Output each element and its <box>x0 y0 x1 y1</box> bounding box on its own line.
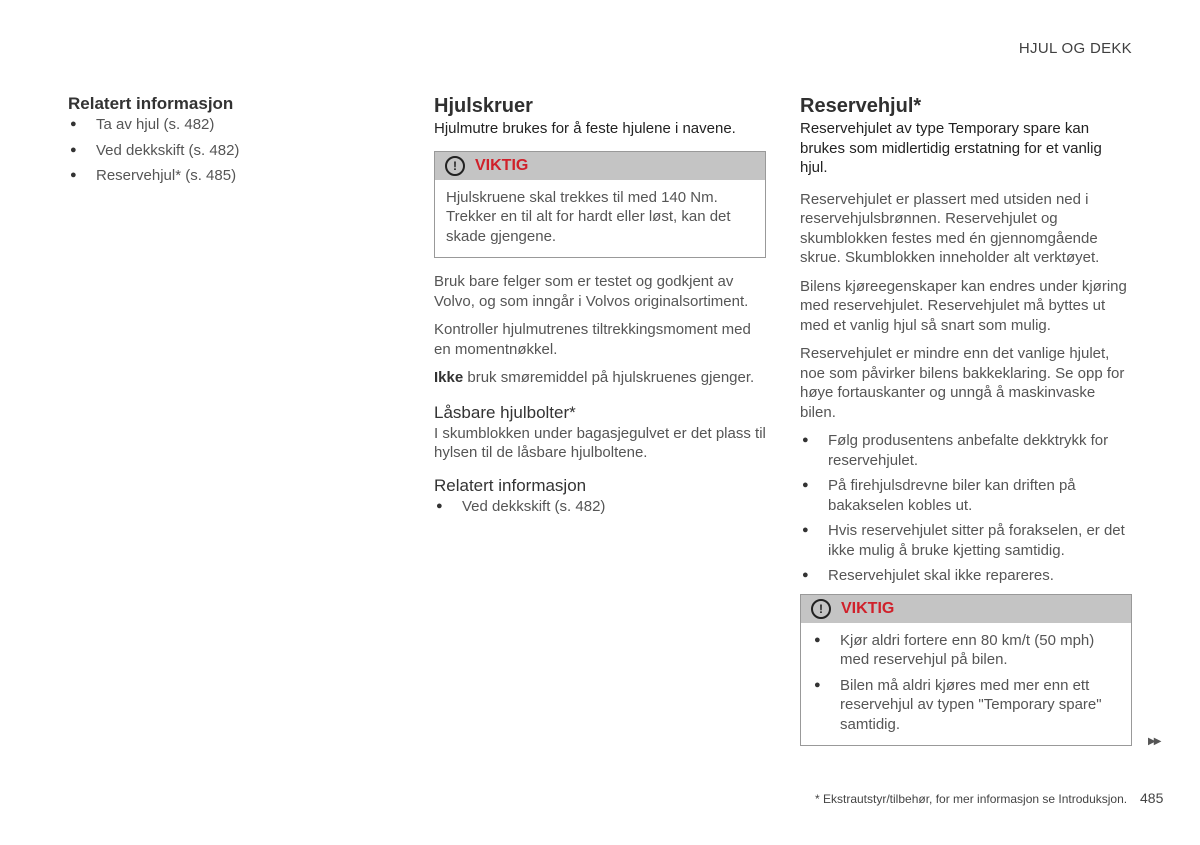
related-link-text[interactable]: Ta av hjul (s. 482) <box>96 116 215 133</box>
list-item <box>800 431 1132 470</box>
list-item <box>800 476 1132 515</box>
wheel-bolts-lead: Hjulmutre brukes for å feste hjulene i navene. <box>434 120 736 137</box>
column-wheel-bolts <box>434 93 766 522</box>
bullet-dot-icon: ● <box>70 169 77 181</box>
paragraph: Bruk bare felger som er testet og godkjent av Volvo, og som inngår i Volvos originalsortiment. <box>434 273 749 310</box>
section-header: HJUL OG DEKK <box>1018 40 1132 57</box>
list-item <box>800 566 1132 586</box>
warning-box <box>434 151 766 259</box>
bullet-dot-icon: ● <box>802 479 809 491</box>
bullet-dot-icon: ● <box>802 524 809 536</box>
warning-title: VIKTIG <box>475 156 529 174</box>
related-link-text[interactable]: Ved dekkskift (s. 482) <box>96 141 240 159</box>
warning-title: VIKTIG <box>841 599 895 617</box>
column-related-info <box>68 93 368 192</box>
lockable-bolts-text: I skumblokken under bagasjegulvet er det plass til hylsen til de låsbare hjulboltene. <box>434 424 766 461</box>
related-info-list <box>434 497 766 517</box>
paragraph: Bilens kjøreegenskaper kan endres under kjøring med reservehjulet. Reservehjulet må byttes ut med et vanlig hjul så snart som mulig. <box>800 277 1127 334</box>
list-item-text: Følg produsentens anbefalte dekktrykk for reservehjulet. <box>828 432 1109 469</box>
paragraph: Reservehjulet er plassert med utsiden ned i reservehjulsbrønnen. Reservehjulet og skumblokken festes med én gjennomgående skrue. Skumblokken inneholder alt verktøyet. <box>800 190 1100 266</box>
footnote: * Ekstrautstyr/tilbehør, for mer informasjon se Introduksjon. <box>815 792 1128 806</box>
related-link-item[interactable] <box>68 166 368 186</box>
warning-item-text: Bilen må aldri kjøres med mer enn ett reservehjul av typen "Temporary spare" samtidig. <box>840 676 1102 733</box>
related-info-list <box>68 115 368 186</box>
exclamation-circle-icon: ! <box>811 599 831 619</box>
spare-wheel-heading: Reservehjul* <box>800 95 922 117</box>
warning-item <box>812 676 1120 735</box>
page-number: 485 <box>1140 790 1164 806</box>
bullet-dot-icon: ● <box>436 499 443 512</box>
bullet-dot-icon: ● <box>814 633 821 646</box>
list-item <box>800 521 1132 560</box>
emphasis-text: Ikke <box>434 369 464 386</box>
warning-item <box>812 631 1120 670</box>
list-item-text: Reservehjulet skal ikke repareres. <box>828 567 1054 584</box>
bullet-dot-icon: ● <box>70 118 77 130</box>
spare-wheel-lead: Reservehjulet av type Temporary spare kan brukes som midlertidig erstatning for et vanlig hjul. <box>800 120 1102 176</box>
spare-wheel-bullets <box>800 431 1132 586</box>
warning-box <box>800 594 1132 747</box>
related-link-item[interactable] <box>68 141 368 161</box>
related-link-text[interactable]: Ved dekkskift (s. 482) <box>462 497 606 515</box>
warning-list <box>812 631 1120 735</box>
warning-body <box>435 180 765 258</box>
warning-body <box>801 623 1131 746</box>
wheel-bolts-heading: Hjulskruer <box>434 95 533 117</box>
bullet-dot-icon: ● <box>802 434 809 446</box>
paragraph: Reservehjulet er mindre enn det vanlige hjulet, noe som påvirker bilens bakkeklaring. Se opp for høye fortauskanter og unngå å maskinvaske bilen. <box>800 345 1125 421</box>
paragraph-text: bruk smøremiddel på hjulskruenes gjenger. <box>463 369 755 386</box>
related-link-text[interactable]: Reservehjul* (s. 485) <box>96 167 237 184</box>
list-item-text: Hvis reservehjulet sitter på forakselen, er det ikke mulig å bruke kjetting samtidig. <box>828 522 1125 559</box>
warning-header <box>435 152 765 180</box>
related-link-item[interactable] <box>434 497 766 517</box>
paragraph <box>434 368 766 388</box>
related-link-item[interactable] <box>68 115 368 135</box>
warning-header <box>801 595 1131 623</box>
column-spare-wheel <box>800 93 1132 760</box>
exclamation-circle-icon: ! <box>445 156 465 176</box>
bullet-dot-icon: ● <box>70 143 77 156</box>
double-arrow-right-icon[interactable]: ▶▶ <box>1148 736 1160 747</box>
related-info-heading: Relatert informasjon <box>434 475 587 495</box>
warning-text: Hjulskruene skal trekkes til med 140 Nm. Trekker en til alt for hardt eller løst, kan det skade gjengene. <box>446 188 731 245</box>
paragraph: Kontroller hjulmutrenes tiltrekkingsmoment med en momentnøkkel. <box>434 321 751 358</box>
bullet-dot-icon: ● <box>814 678 821 691</box>
list-item-text: På firehjulsdrevne biler kan driften på bakakselen kobles ut. <box>828 477 1076 514</box>
related-info-heading: Relatert informasjon <box>68 94 234 113</box>
lockable-bolts-heading: Låsbare hjulbolter* <box>434 402 576 422</box>
bullet-dot-icon: ● <box>802 569 809 581</box>
warning-item-text: Kjør aldri fortere enn 80 km/t (50 mph) med reservehjul på bilen. <box>840 631 1095 668</box>
